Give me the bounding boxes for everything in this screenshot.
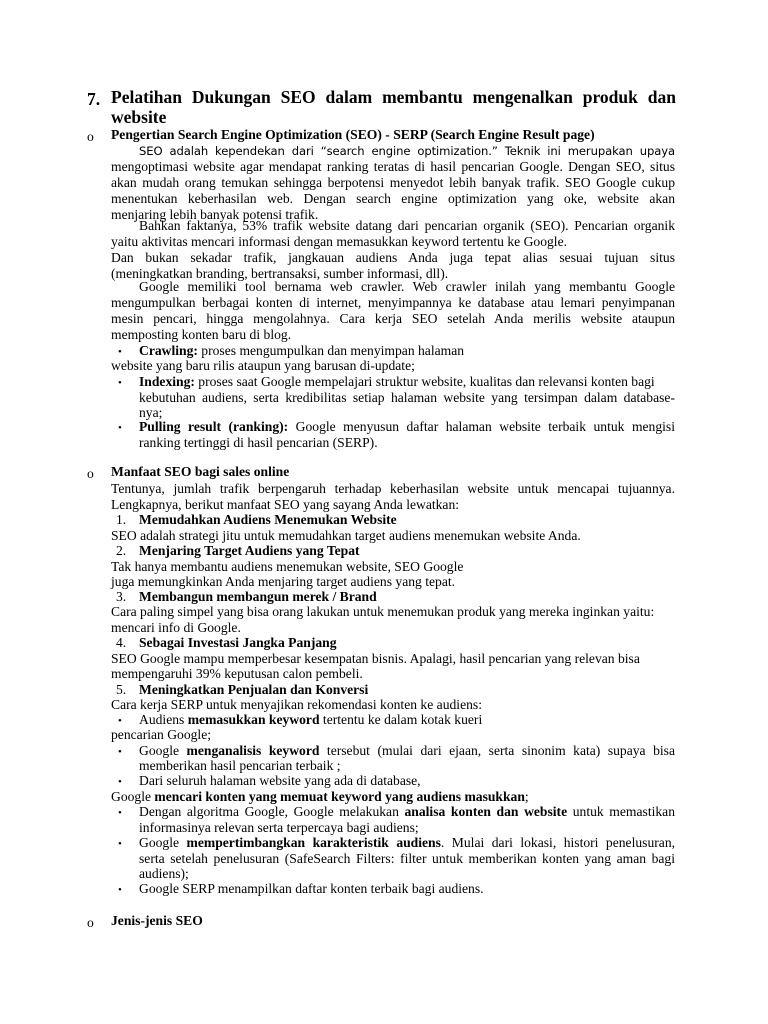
paragraph-line: Lengkapnya, berikut manfaat SEO yang sayang Anda lewatkan: [111, 497, 460, 512]
bullet-dot: • [118, 715, 122, 727]
paragraph-line: SEO Google mampu memperbesar kesempatan bisnis. Apalagi, hasil pencarian yang relevan bisa [111, 651, 640, 666]
bullet-dot: • [118, 884, 122, 896]
list-item-line: nya; [139, 405, 163, 420]
numbered-item-title: Sebagai Investasi Jangka Panjang [139, 635, 337, 650]
list-item: Google SERP menampilkan daftar konten terbaik bagi audiens. [139, 881, 484, 896]
list-item-text: Google menyusun daftar halaman website terbaik untuk mengisi [288, 419, 675, 434]
section-bullet: o [87, 915, 94, 930]
list-item-text: Audiens [139, 712, 188, 727]
list-item-text: proses mengumpulkan dan menyimpan halaman [197, 343, 465, 358]
list-item [139, 743, 675, 759]
list-item-emphasis: menganalisis keyword [186, 743, 320, 758]
numbered-item-number: 5. [116, 682, 127, 697]
section-bullet: o [87, 129, 94, 144]
paragraph-line: Dan bukan sekadar trafik, jangkauan audiens Anda juga tepat alias sesuai tujuan situs [111, 250, 675, 265]
list-item-line: informasinya relevan serta terpercaya bagi audiens; [139, 820, 419, 835]
list-item [139, 835, 675, 851]
bullet-dot: • [118, 807, 122, 819]
numbered-item-number: 3. [116, 589, 127, 604]
numbered-item-number: 2. [116, 543, 127, 558]
list-item-text: proses saat Google mempelajari struktur website, kualitas dan relevansi konten bagi [194, 374, 655, 389]
bullet-dot: • [118, 746, 122, 758]
numbered-item-title: Menjaring Target Audiens yang Tepat [139, 543, 360, 558]
numbered-item-title: Membangun membangun merek / Brand [139, 589, 377, 604]
list-item-crawling [139, 343, 464, 359]
paragraph-line: Google memiliki tool bernama web crawler. Web crawler inilah yang membantu Google [139, 279, 675, 294]
list-item-text: Google [111, 789, 155, 804]
list-item-line: memberikan hasil pencarian terbaik ; [139, 758, 341, 773]
bullet-dot: • [118, 776, 122, 788]
bullet-dot: • [118, 377, 122, 389]
section-title-manfaat: Manfaat SEO bagi sales online [111, 464, 290, 479]
paragraph-line: menjaring lebih banyak potensi trafik. [111, 207, 319, 222]
list-item-pulling [139, 419, 675, 435]
list-item-emphasis: analisa konten dan website [404, 804, 568, 819]
paragraph-line: mesin pencari, hingga mengolahnya. Cara kerja SEO setelah Anda merilis website ataupun [111, 311, 675, 326]
list-item-line: kebutuhan audiens, serta kredibilitas setiap halaman website yang tersimpan dalam database- [139, 390, 675, 405]
paragraph-line: (meningkatkan branding, bertransaksi, sumber informasi, dll). [111, 266, 449, 281]
bullet-dot: • [118, 838, 122, 850]
bullet-dot: • [118, 422, 122, 434]
heading-line-1: Pelatihan Dukungan SEO dalam membantu mengenalkan produk dan [111, 87, 676, 107]
paragraph-line: menentukan keberhasilan web. Dengan search engine optimization yang oke, website akan [111, 191, 675, 206]
list-item-continuation: website yang baru rilis ataupun yang barusan di-update; [111, 358, 415, 373]
paragraph-line: Tentunya, jumlah trafik berpengaruh terhadap keberhasilan website untuk mencapai tujuannya. [111, 481, 675, 496]
section-title-jenis: Jenis-jenis SEO [111, 913, 203, 928]
numbered-item-title: Memudahkan Audiens Menemukan Website [139, 512, 397, 527]
paragraph-line: mengumpulkan berbagai konten di internet, menyimpannya ke database atau lemari penyimpanan [111, 295, 675, 310]
paragraph-line: mengoptimasi website agar mendapat ranking teratas di hasil pencarian Google. Dengan SEO, situs [111, 159, 675, 174]
paragraph-line: memposting konten baru di blog. [111, 327, 292, 342]
list-item-emphasis: memasukkan keyword [187, 712, 320, 727]
paragraph-line: mencari info di Google. [111, 620, 241, 635]
list-item-text: tersebut (mulai dari ejaan, serta sinonim kata) supaya bisa [319, 743, 675, 758]
list-item-text: tertentu ke dalam kotak kueri [319, 712, 483, 727]
list-item [139, 712, 482, 728]
numbered-item-number: 4. [116, 635, 127, 650]
paragraph-line: SEO adalah strategi jitu untuk memudahkan target audiens menemukan website Anda. [111, 528, 581, 543]
list-item-line: ranking tertinggi di hasil pencarian (SERP). [139, 435, 378, 450]
list-item-continuation [111, 789, 529, 805]
list-item-indexing [139, 374, 655, 390]
bullet-dot: • [118, 346, 122, 358]
list-item: Dari seluruh halaman website yang ada di database, [139, 773, 421, 788]
term-pulling-result: Pulling result (ranking): [139, 419, 289, 434]
list-item-line: audiens); [139, 866, 189, 881]
paragraph-line: Tak hanya membantu audiens menemukan website, SEO Google [111, 559, 464, 574]
list-item-line: serta setelah penelusuran (SafeSearch Filters: filter untuk memberikan konten yang aman bagi [139, 851, 675, 866]
numbered-item-title: Meningkatkan Penjualan dan Konversi [139, 682, 369, 697]
term-indexing: Indexing: [139, 374, 195, 389]
section-bullet: o [87, 466, 94, 481]
list-item-text: . Mulai dari lokasi, histori penelusuran, [440, 835, 676, 850]
section-title-pengertian: Pengertian Search Engine Optimization (SEO) - SERP (Search Engine Result page) [111, 127, 595, 142]
list-item-emphasis: mencari konten yang memuat keyword yang audiens masukkan [154, 789, 525, 804]
paragraph-line: yaitu aktivitas mencari informasi dengan memasukkan keyword tertentu ke Google. [111, 234, 568, 249]
list-item-continuation: pencarian Google; [111, 727, 212, 742]
list-item [139, 804, 675, 820]
list-item-text: ; [524, 789, 529, 804]
term-crawling: Crawling: [139, 343, 198, 358]
paragraph-line: Cara kerja SERP untuk menyajikan rekomendasi konten ke audiens: [111, 697, 482, 712]
list-item-emphasis: mempertimbangkan karakteristik audiens [186, 835, 441, 850]
paragraph-line: akan mudah orang temukan sehingga berpotensi menyedot lebih banyak trafik. SEO Google cukup [111, 175, 675, 190]
list-item-text: Google [139, 743, 187, 758]
list-item-text: Dengan algoritma Google, Google melakukan [139, 804, 405, 819]
list-item-text: Google [139, 835, 187, 850]
heading-number: 7. [87, 89, 101, 109]
paragraph-line: Cara paling simpel yang bisa orang lakukan untuk menemukan produk yang mereka inginkan yaitu: [111, 604, 655, 619]
paragraph-line: SEO adalah kependekan dari “search engine optimization.” Teknik ini merupakan upaya [139, 144, 675, 158]
paragraph-line: Bahkan faktanya, 53% trafik website datang dari pencarian organik (SEO). Pencarian organik [139, 218, 675, 233]
paragraph-line: juga memungkinkan Anda menjaring target audiens yang tepat. [111, 574, 456, 589]
heading-line-2: website [111, 107, 167, 127]
numbered-item-number: 1. [116, 512, 127, 527]
list-item-text: untuk memastikan [567, 804, 675, 819]
paragraph-line: mempengaruhi 39% keputusan calon pembeli. [111, 666, 363, 681]
